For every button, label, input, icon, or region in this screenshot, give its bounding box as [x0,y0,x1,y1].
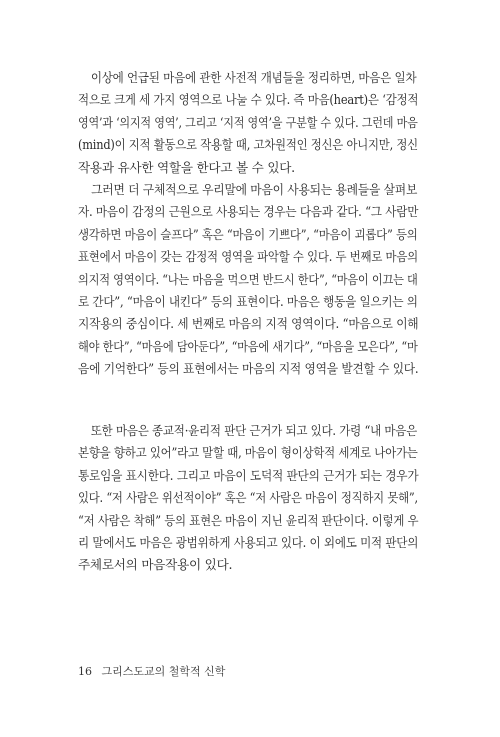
text-line: 지작용의 중심이다. 세 번째로 마음의 지적 영역이다. “마음으로 이해 [78,316,419,332]
text-line: 표현에서 마음이 갖는 감정적 영역을 파악할 수 있다. 두 번째로 마음의 [78,249,418,265]
paragraph-3 [78,420,418,577]
text-line: 통로임을 표시한다. 그리고 마음이 도덕적 판단의 근거가 되는 경우가 [78,467,419,483]
text-line: 생각하면 마음이 슬프다” 혹은 “마음이 기쁘다”, “마음이 괴롭다” 등의 [78,226,418,242]
page-footer [78,664,225,680]
text-line: 이상에 언급된 마음에 관한 사전적 개념들을 정리하면, 마음은 일차 [90,70,417,85]
text-line: 음에 기억한다” 등의 표현에서는 마음의 지적 영역을 발견할 수 있다. [78,361,419,377]
text-line: 주체로서의 마음작용이 있다. [78,557,233,573]
text-line: “저 사람은 착해” 등의 표현은 마음이 지닌 윤리적 판단이다. 이렇게 우 [78,512,419,528]
paragraph-1 [78,67,418,179]
running-title: 그리스도교의 철학적 신학 [101,665,226,678]
text-line: 자. 마음이 감정의 근원으로 사용되는 경우는 다음과 같다. “그 사람만 [78,204,419,220]
page-number: 16 [78,665,92,678]
text-line: 해야 한다”, “마음에 담아둔다”, “마음에 새기다”, “마음을 모은다”, “마 [78,338,418,354]
text-line: 로 간다”, “마음이 내킨다” 등의 표현이다. 마음은 행동을 일으키는 의 [78,293,418,309]
text-line: 영역’과 ‘의지적 영역’, 그리고 ‘지적 영역’을 구분할 수 있다. 그런데 마음 [78,114,418,130]
text-line: 그러면 더 구체적으로 우리말에 마음이 사용되는 용례들을 살펴보 [91,182,418,197]
text-line: 리 말에서도 마음은 광범위하게 사용되고 있다. 이 외에도 미적 판단의 [78,534,419,550]
text-line: 또한 마음은 종교적·윤리적 판단 근거가 되고 있다. 가령 “내 마음은 [90,423,418,438]
text-line: (mind)이 지적 활동으로 작용할 때, 고차원적인 정신은 아니지만, 정신 [78,137,418,153]
paragraph-2 [78,179,418,381]
text-line: 작용과 유사한 역할을 한다고 볼 수 있다. [78,159,295,175]
text-line: 적으로 크게 세 가지 영역으로 나눌 수 있다. 즉 마음(heart)은 ‘감정적 [78,92,419,108]
text-line: 본향을 향하고 있어”라고 말할 때, 마음이 형이상학적 세계로 나아가는 [78,445,418,461]
text-line: 의지적 영역이다. “나는 마음을 먹으면 반드시 한다”, “마음이 이끄는 대 [78,271,418,287]
text-line: 있다. “저 사람은 위선적이야” 혹은 “저 사람은 마음이 정직하지 못해”, [78,490,418,506]
